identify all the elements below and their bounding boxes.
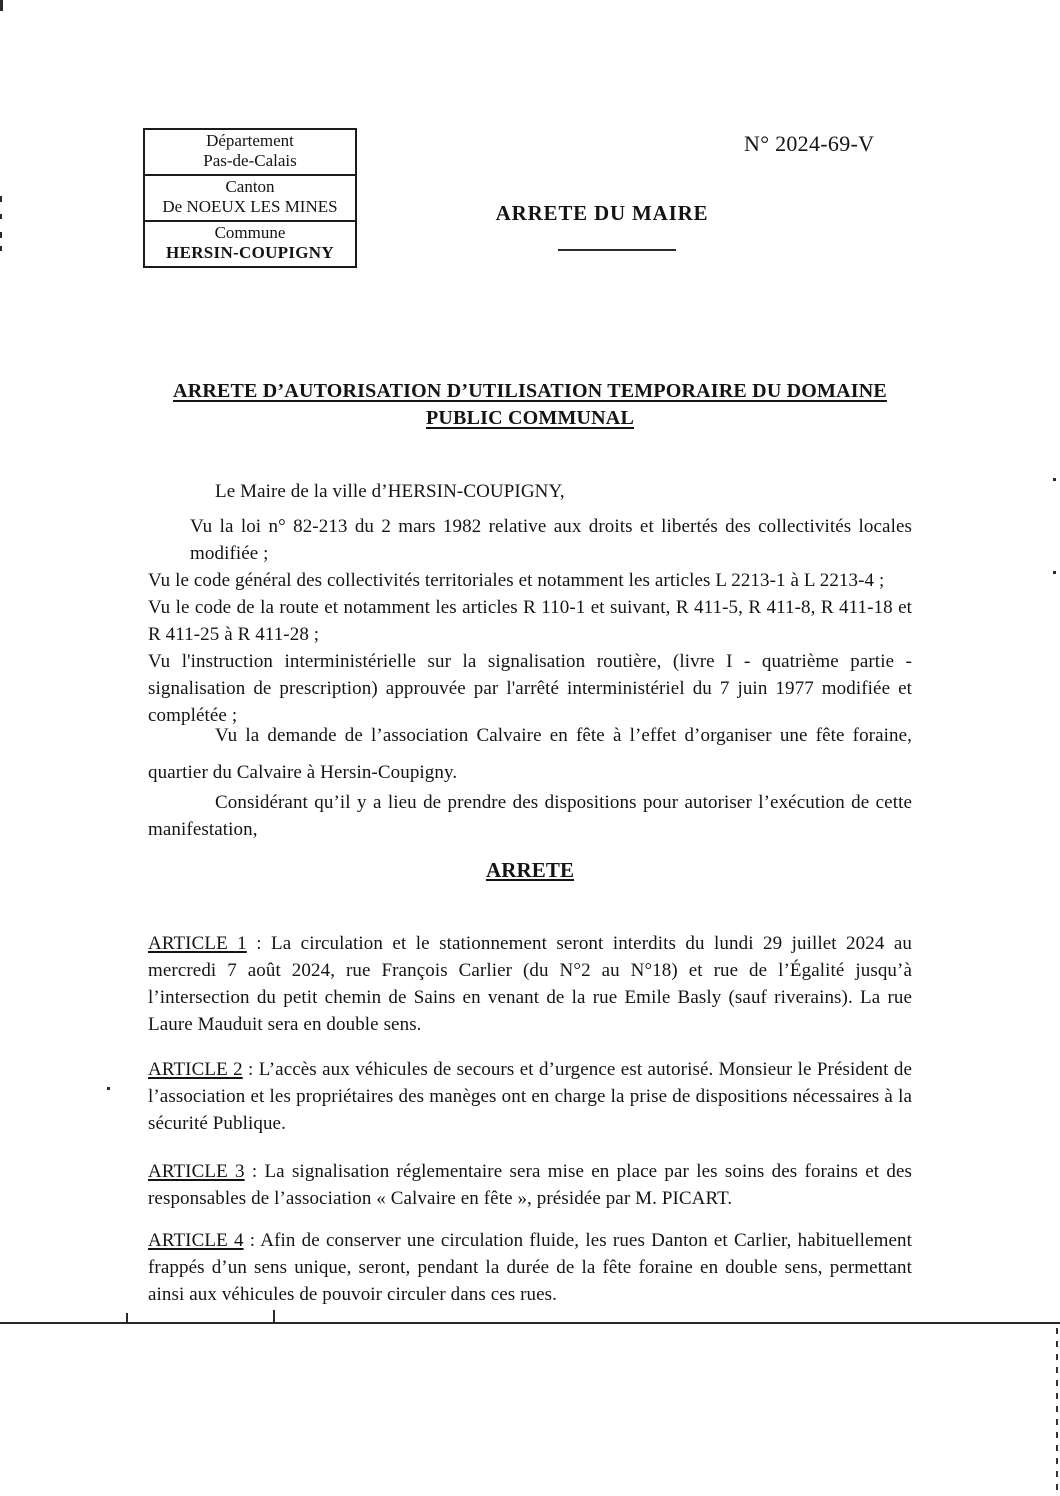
recital-vu-loi: Vu la loi n° 82-213 du 2 mars 1982 relative aux droits et libertés des collectivités locales modifiée ; — [190, 516, 912, 564]
recital-vu-instruction: Vu l'instruction interministérielle sur la signalisation routière, (livre I - quatrième partie - signalisation de prescription) approuvée par l'arrêté interministériel du 7 juin 1977 modifiée et complétée ; — [148, 651, 912, 726]
article-3-paragraph — [148, 1158, 912, 1212]
header-box-row-commune — [145, 220, 355, 266]
article-1-label: ARTICLE 1 — [148, 933, 247, 954]
recital-considerant: Considérant qu’il y a lieu de prendre des dispositions pour autoriser l’exécution de cette manifestation, — [148, 792, 912, 840]
commune-label: Commune — [214, 223, 286, 242]
scan-artifact-right-dot-1 — [1053, 478, 1056, 481]
commune-value: HERSIN-COUPIGNY — [166, 243, 334, 262]
scan-artifact-left-mark-1 — [0, 196, 2, 202]
article-4-text: Afin de conserver une circulation fluide, les rues Danton et Carlier, habituellement frappés d’un sens unique, seront, pendant la durée de la fête foraine en double sens, permettant ainsi aux véhicules de pouvoir circuler dans ces rues. — [148, 1230, 912, 1305]
article-2-label: ARTICLE 2 — [148, 1059, 243, 1080]
scan-artifact-dot-near-article-2 — [107, 1087, 110, 1090]
canton-label: Canton — [225, 177, 275, 196]
recital-vu-code-route: Vu le code de la route et notamment les articles R 110-1 et suivant, R 411-5, R 411-8, R 411-18 et R 411-25 à R 411-28 ; — [148, 597, 912, 645]
scan-artifact-bottom-tick-1 — [126, 1313, 128, 1322]
article-2-paragraph — [148, 1056, 912, 1137]
article-1-text: La circulation et le stationnement seront interdits du lundi 29 juillet 2024 au mercredi 7 août 2024, rue François Carlier (du N°2 au N°18) et rue de l’Égalité jusqu’à l’intersection du petit chemin de Sains en venant de la rue Emile Basly (sauf riverains). La rue Laure Mauduit sera en double sens. — [148, 933, 912, 1035]
scan-artifact-left-mark-2 — [0, 214, 2, 219]
scan-artifact-bottom-edge-line — [0, 1322, 1060, 1324]
scan-artifact-bottom-tick-2 — [273, 1310, 275, 1322]
document-body — [148, 478, 912, 1308]
article-3-label: ARTICLE 3 — [148, 1161, 245, 1182]
main-title-line-1: ARRETE D’AUTORISATION D’UTILISATION TEMPORAIRE DU DOMAINE — [173, 380, 887, 402]
article-4-paragraph — [148, 1227, 912, 1308]
departement-label: Département — [206, 131, 294, 150]
departement-value: Pas-de-Calais — [203, 151, 297, 170]
article-1-paragraph — [148, 930, 912, 1038]
article-4-separator: : — [243, 1230, 261, 1251]
scan-artifact-right-edge-dashes — [1056, 1328, 1058, 1496]
article-4-label: ARTICLE 4 — [148, 1230, 244, 1251]
scan-artifact-left-mark-3 — [0, 232, 2, 238]
canton-value: De NOEUX LES MINES — [162, 197, 338, 216]
arrete-section-heading — [148, 857, 912, 884]
recital-vu-demande: Vu la demande de l’association Calvaire en fête à l’effet d’organiser une fête foraine, quartier du Calvaire à Hersin-Coupigny. — [148, 725, 912, 783]
article-2-text: L’accès aux véhicules de secours et d’urgence est autorisé. Monsieur le Président de l’association et les propriétaires des manèges ont en charge la prise de dispositions nécessaires à la sécurité Publique. — [148, 1059, 912, 1134]
recital-vu-code-general: Vu le code général des collectivités territoriales et notamment les articles L 2213-1 à L 2213-4 ; — [148, 570, 885, 591]
header-box-row-departement — [145, 130, 355, 174]
main-title-line-2: PUBLIC COMMUNAL — [426, 407, 634, 429]
main-title — [140, 378, 920, 432]
scan-artifact-right-dot-2 — [1053, 571, 1056, 574]
scan-artifact-left-mark-4 — [0, 246, 2, 251]
opening-line-le-maire: Le Maire de la ville d’HERSIN-COUPIGNY, — [215, 481, 565, 502]
document-number: N° 2024-69-V — [744, 131, 875, 156]
article-1-separator: : — [246, 933, 272, 954]
scan-artifact-top-left-dash-4 — [1, 0, 3, 9]
article-3-separator: : — [244, 1161, 265, 1182]
article-3-text: La signalisation réglementaire sera mise en place par les soins des forains et des responsables de l’association « Calvaire en fête », présidée par M. PICART. — [148, 1161, 912, 1209]
header-box-row-canton — [145, 174, 355, 220]
arrete-du-maire-heading: ARRETE DU MAIRE — [495, 201, 709, 225]
arrete-section-heading-text: ARRETE — [485, 858, 575, 882]
heading-underline-rule — [558, 249, 676, 251]
article-2-separator: : — [242, 1059, 259, 1080]
administrative-header-box — [143, 128, 357, 268]
